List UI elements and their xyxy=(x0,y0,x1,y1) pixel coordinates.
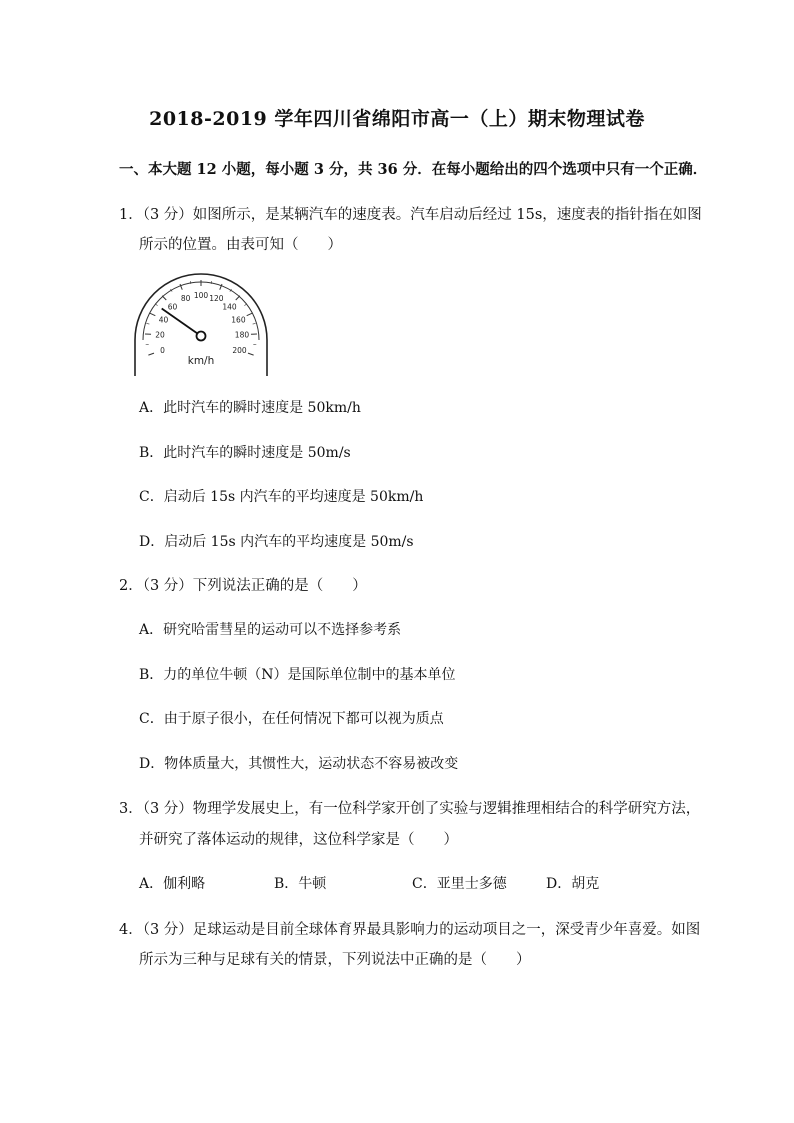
gauge-hub xyxy=(197,332,206,341)
gauge-tick xyxy=(253,323,256,324)
question-4-text: 4．（3 分）足球运动是目前全球体育界最具影响力的运动项目之一，深受青少年喜爱。如图 xyxy=(119,922,701,938)
gauge-tick-label: 200 xyxy=(232,346,247,356)
page-title: 2018-2019 学年四川省绵阳市高一（上）期末物理试卷 xyxy=(149,108,645,130)
q3-option-a: A．伽利略 xyxy=(139,876,206,892)
gauge-tick-label: 160 xyxy=(231,315,246,325)
question-3-text: 3．（3 分）物理学发展史上，有一位科学家开创了实验与逻辑推理相结合的科学研究方法， xyxy=(119,801,701,817)
q3-option-b: B．牛顿 xyxy=(274,876,327,892)
gauge-tick-labels xyxy=(155,291,249,355)
gauge-tick-label: 180 xyxy=(234,330,250,340)
gauge-tick xyxy=(162,296,166,300)
section-heading: 一、本大题 12 小题，每小题 3 分，共 36 分．在每小题给出的四个选项中只有一个正确． xyxy=(119,161,708,178)
q1-option-b: B．此时汽车的瞬时速度是 50m/s xyxy=(139,445,351,461)
gauge-unit-label: km/h xyxy=(187,355,215,367)
q1-option-a: A．此时汽车的瞬时速度是 50km/h xyxy=(139,400,361,416)
q2-option-c: C．由于原子很小，在任何情况下都可以视为质点 xyxy=(139,711,444,727)
gauge-tick xyxy=(211,281,212,284)
gauge-tick xyxy=(248,353,254,355)
q2-option-b: B．力的单位牛顿（N）是国际单位制中的基本单位 xyxy=(139,667,456,683)
q2-option-d: D．物体质量大，其惯性大，运动状态不容易被改变 xyxy=(139,756,459,772)
gauge-tick-label: 80 xyxy=(180,293,191,303)
gauge-tick-label: 120 xyxy=(209,293,224,303)
q1-option-d: D．启动后 15s 内汽车的平均速度是 50m/s xyxy=(139,534,414,550)
gauge-tick xyxy=(236,296,240,300)
q3-option-d: D．胡克 xyxy=(546,876,600,892)
gauge-tick xyxy=(146,323,149,324)
speedometer-figure xyxy=(133,272,269,376)
gauge-tick-label: 0 xyxy=(160,346,165,356)
gauge-tick-label: 140 xyxy=(222,302,237,312)
gauge-tick xyxy=(150,313,155,315)
gauge-tick-label: 40 xyxy=(158,315,169,325)
question-3-text-cont: 并研究了落体运动的规律，这位科学家是（ ） xyxy=(139,832,458,848)
gauge-tick xyxy=(148,353,154,355)
question-1-text: 1．（3 分）如图所示，是某辆汽车的速度表。汽车启动后经过 15s，速度表的指针指在如图 xyxy=(119,207,702,223)
gauge-tick-label: 100 xyxy=(193,291,209,300)
gauge-tick-label: 60 xyxy=(167,302,178,312)
question-1-text-cont: 所示的位置。由表可知（ ） xyxy=(139,237,342,253)
q3-option-c: C．亚里士多德 xyxy=(412,876,507,892)
question-2-text: 2．（3 分）下列说法正确的是（ ） xyxy=(119,578,367,594)
gauge-tick xyxy=(190,281,191,284)
gauge-tick-label: 20 xyxy=(155,330,165,340)
q2-option-a: A．研究哈雷彗星的运动可以不选择参考系 xyxy=(139,622,402,638)
gauge-tick xyxy=(247,313,252,315)
question-4-text-cont: 所示为三种与足球有关的情景，下列说法中正确的是（ ） xyxy=(139,952,531,968)
q1-option-c: C．启动后 15s 内汽车的平均速度是 50km/h xyxy=(139,489,424,505)
